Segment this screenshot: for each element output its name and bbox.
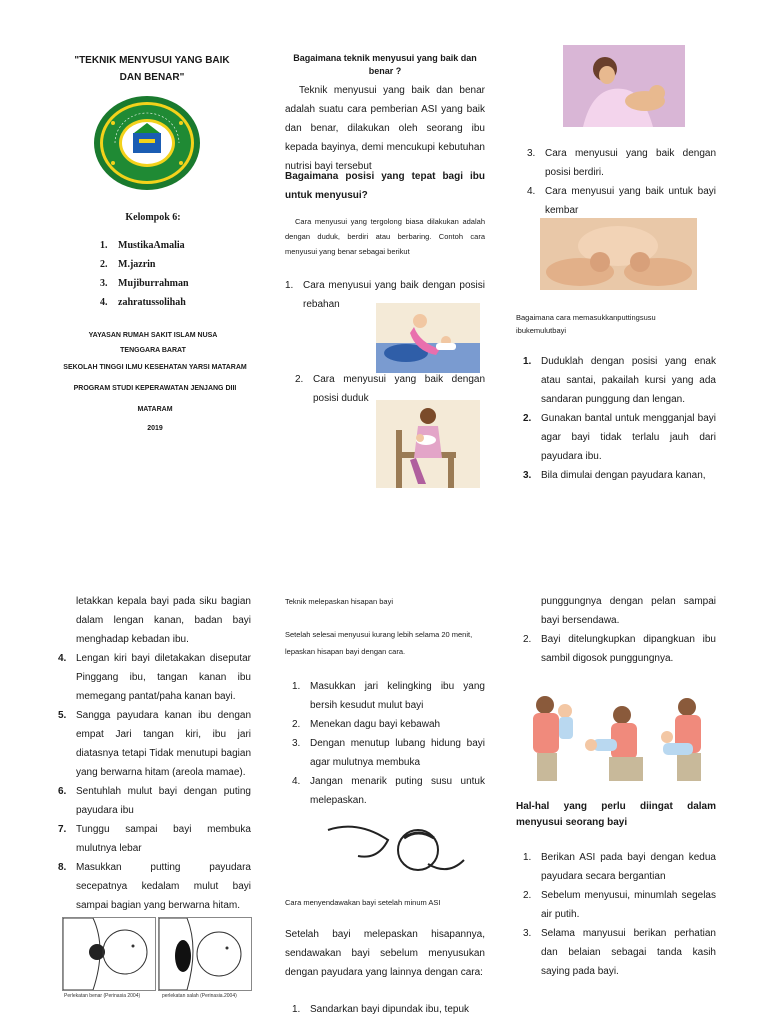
list-item: 2. Menekan dagu bayi kebawah [292,719,441,730]
member-item: 1. MustikaAmalia [100,240,185,251]
position-paragraph: Cara menyusui yang tergolong biasa dilakukan adalah dengan duduk, berdiri atau berbaring. Contoh cara menyusui yang benar sebagai berikut [285,217,485,256]
list-item: 5. Sangga payudara kanan ibu dengan empat Jari tangan kiri, ibu jari diatasnya tetapi Tidak menutupi bagian yang berwarna hitam (areola mamae). [58,710,251,778]
list-item: 1. Masukkan jari kelingking ibu yang bersih kesudut mulut bayi [292,681,485,711]
burping-intro: Setelah bayi melepaskan hisapannya, sendawakan bayi sebelum menyusukan dengan payudara yang lainnya dengan cara: [285,929,485,978]
burping-steps-continued [523,630,716,668]
incorrect-latch-illustration [158,917,252,991]
list-item: 3. Dengan menutup lubang hidung bayi agar mulutnya membuka [292,738,485,768]
nipple-insertion-heading: Bagaimana cara memasukkanputtingsusu ibukemulutbayi [516,313,656,335]
list-item: 1. Sandarkan bayi dipundak ibu, tepuk [292,1004,470,1015]
list-item: 3. Selama manyusui berikan perhatian dan belaian sebagai tanda kasih saying pada bayi. [523,928,716,977]
burping-positions-illustration [527,693,722,781]
correct-latch-illustration [62,917,156,991]
list-item: 3. Cara menyusui yang baik dengan posisi berdiri. [527,148,716,178]
release-heading: Teknik melepaskan hisapan bayi [285,597,393,606]
member-item: 3. Mujiburrahman [100,278,189,289]
institution-college: SEKOLAH TINGGI ILMU KESEHATAN YARSI MATARAM [63,364,247,371]
list-item: 2. Gunakan bantal untuk mengganjal bayi agar bayi tidak terlalu jauh dari payudara ibu. [523,413,716,462]
list-item: 4. Cara menyusui yang baik untuk bayi kembar [527,186,716,216]
burping-steps [292,1000,485,1019]
member-list [100,236,258,312]
list-item: 2. Cara menyusui yang baik dengan posisi duduk [295,374,485,404]
release-steps [292,677,485,810]
question-heading-2: Bagaimana posisi yang tepat bagi ibu untuk menyusui? [285,171,485,201]
institution-year: 2019 [147,425,163,432]
lying-nursing-illustration [376,303,480,373]
list-item: 1. Cara menyusui yang baik dengan posisi rebahan [285,280,485,310]
correct-latch-caption: Perlekatan benar (Perinasia 2004) [64,993,141,999]
list-item: 2. Bayi ditelungkupkan dipangkuan ibu sambil digosok punggungnya. [523,634,716,664]
institution-city: MATARAM [137,406,173,413]
institution-program: PROGRAM STUDI KEPERAWATAN JENJANG DIII [73,385,237,392]
sitting-nursing-illustration [376,400,480,488]
group-label: Kelompok 6: [125,212,181,223]
remember-heading: Hal-hal yang perlu diingat dalam menyusui seorang bayi [516,801,716,828]
insertion-steps-continued [58,649,251,915]
step-3-continued: letakkan kepala bayi pada siku bagian dalam lengan kanan, badan bayi menghadap kebadan ibu. [76,596,251,645]
intro-paragraph: Teknik menyusui yang baik dan benar adalah suatu cara pemberian ASI yang baik dan benar, dilakukan oleh seorang ibu kepada bayinya, demi mencukupi kebutuhan nutrisi bayi tersebut [285,85,485,172]
list-item: 4. Jangan menarik puting susu untuk melepaskan. [292,776,485,806]
question-heading-1: Bagaimana teknik menyusui yang baik dan benar ? [293,53,477,76]
burping-heading: Cara menyendawakan bayi setelah minum ASI [285,898,441,907]
institution-foundation: YAYASAN RUMAH SAKIT ISLAM NUSA TENGGARA BARAT [88,332,218,354]
release-intro: Setelah selesai menyusui kurang lebih selama 20 menit, lepaskan hisapan bayi dengan cara. [285,630,473,656]
college-logo [93,95,201,191]
list-item: 8. Masukkan putting payudara secepatnya kedalam mulut bayi sampai bagian yang berwarna hitam. [58,862,251,911]
list-item: 2. Sebelum menyusui, minumlah segelas air putih. [523,890,716,920]
brochure-title: "TEKNIK MENYUSUI YANG BAIK DAN BENAR" [74,55,230,83]
standing-nursing-photo [563,45,685,127]
list-item: 1. Duduklah dengan posisi yang enak atau santai, pakailah kursi yang ada sandaran punggung dan lengan. [523,356,716,405]
list-item: 1. Berikan ASI pada bayi dengan kedua payudara secara bergantian [523,852,716,882]
remember-list [523,848,716,981]
member-item: 2. M.jazrin [100,259,156,270]
incorrect-latch-caption: perlekatan salah (Perinasia.2004) [162,993,237,999]
burping-step-continued: punggungnya dengan pelan sampai bayi bersendawa. [541,596,716,626]
list-item: 7. Tunggu sampai bayi membuka mulutnya lebar [58,824,251,854]
list-item: 6. Sentuhlah mulut bayi dengan puting payudara ibu [58,786,251,816]
list-item: 3. Bila dimulai dengan payudara kanan, [523,470,706,481]
list-item: 4. Lengan kiri bayi diletakakan diseputar Pinggang ibu, tangan kanan ibu memegang pantat/paha kanan bayi. [58,653,251,702]
release-latch-illustration [318,820,468,880]
insertion-steps [523,352,716,485]
position-list-c [527,144,716,220]
twins-nursing-photo [540,218,697,290]
member-item: 4. zahratussolihah [100,297,186,308]
